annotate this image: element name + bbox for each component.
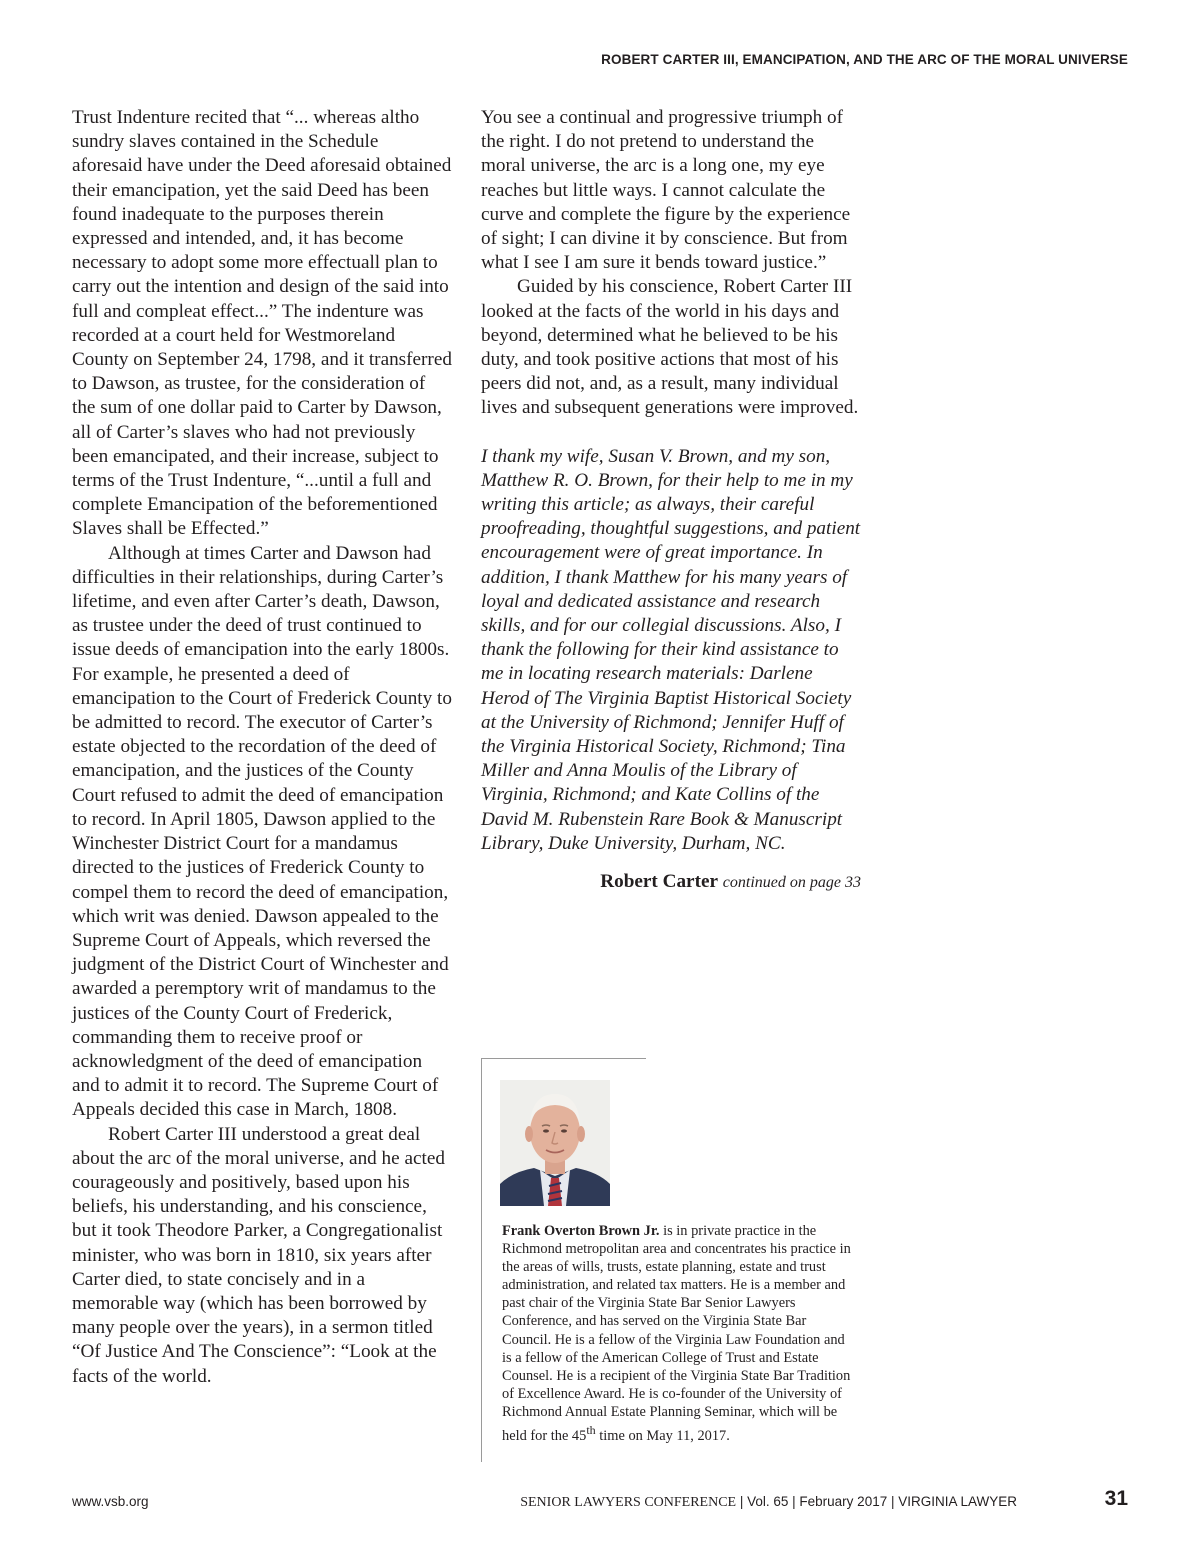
continued-name: Robert Carter bbox=[600, 871, 718, 893]
right-column bbox=[481, 106, 861, 895]
bio-rule-left bbox=[481, 1058, 482, 1462]
author-portrait-image bbox=[500, 1080, 610, 1206]
left-paragraph-1: Trust Indenture recited that “... whereas altho sundry slaves contained in the Schedule aforesaid have under the Deed aforesaid obtained their emancipation, yet the said Deed has been found inadequate to the purposes therein expressed and intended, and, it has become necessary to adopt some more effectuall plan to carry out the intention and design of the said into full and compleat effect...” The indenture was recorded at a court held for Westmoreland County on September 24, 1798, and it transferred to Dawson, as trustee, for the consideration of the sum of one dollar paid to Carter by Dawson, all of Carter’s slaves who had not previously been emancipated, and their increase, subject to terms of the Trust Indenture, “...until a full and complete Emancipation of the beforementioned Slaves shall be Effected.” bbox=[72, 107, 452, 540]
acknowledgment: I thank my wife, Susan V. Brown, and my son, Matthew R. O. Brown, for their help to me in my writing this article; as always, their careful proofreading, thoughtful suggestions, and patient encouragement were of great importance. In addition, I thank Matthew for his many years of loyal and dedicated assistance and research skills, and for our collegial discussions. Also, I thank the following for their kind assistance to me in locating research materials: Darlene Herod of The Virginia Baptist Historical Society at the University of Richmond; Jennifer Huff of the Virginia Historical Society, Richmond; Tina Miller and Anna Moulis of the Library of Virginia, Richmond; and Kate Collins of the David M. Rubenstein Rare Book & Manuscript Library, Duke University, Durham, NC. bbox=[481, 445, 861, 854]
footer-issue: | Vol. 65 | February 2017 | VIRGINIA LAWYER bbox=[736, 1494, 1017, 1509]
right-paragraph-2: Guided by his conscience, Robert Carter III looked at the facts of the world in his days and beyond, determined what he believed to be his duty, and took positive actions that most of his peers did not, and, as a result, many individual lives and subsequent generations were improved. bbox=[481, 276, 859, 419]
running-header: ROBERT CARTER III, EMANCIPATION, AND THE ARC OF THE MORAL UNIVERSE bbox=[601, 52, 1128, 67]
author-bio bbox=[502, 1222, 856, 1445]
author-bio-box bbox=[481, 1058, 861, 1462]
footer-website-link[interactable]: www.vsb.org bbox=[72, 1494, 149, 1509]
left-column bbox=[72, 106, 452, 1389]
continued-note bbox=[481, 870, 861, 895]
left-paragraph-2: Although at times Carter and Dawson had difficulties in their relationships, during Carter’s lifetime, and even after Carter’s death, Dawson, as trustee under the deed of trust continued to issue deeds of emancipation into the early 1800s. For example, he presented a deed of emancipation to the Court of Frederick County to be admitted to record. The executor of Carter’s estate objected to the recordation of the deed of emancipation, and the justices of the County Court refused to admit the deed of emancipation to record. In April 1805, Dawson applied to the Winchester District Court for a mandamus directed to the justices of Frederick County to compel them to record the deed of emancipation, which writ was denied. Dawson appealed to the Supreme Court of Appeals, which reversed the judgment of the District Court of Winchester and awarded a peremptory writ of mandamus to the justices of the County Court of Frederick, commanding them to receive proof or acknowledgment of the deed of emancipation and to admit it to record. The Supreme Court of Appeals decided this case in March, 1808. bbox=[72, 542, 452, 1121]
left-paragraph-3: Robert Carter III understood a great deal about the arc of the moral universe, and he acted courageously and positively, based upon his beliefs, his understanding, and his conscience, but it took Theodore Parker, a Congregationalist minister, who was born in 1810, six years after Carter died, to state concisely and in a memorable way (which has been borrowed by many people over the years), in a sermon titled “Of Justice And The Conscience”: “Look at the facts of the world. bbox=[72, 1123, 445, 1387]
bio-text-end: time on May 11, 2017. bbox=[595, 1427, 730, 1444]
bio-rule-top bbox=[481, 1058, 646, 1059]
footer-publication bbox=[520, 1494, 1017, 1511]
page-number: 31 bbox=[1104, 1487, 1128, 1510]
author-portrait bbox=[500, 1080, 610, 1206]
footer-section: SENIOR LAWYERS CONFERENCE bbox=[520, 1495, 737, 1510]
bio-text-main: is in private practice in the Richmond metropolitan area and concentrates his practice in the areas of wills, trusts, estate planning, estate and trust administration, and related tax matters. He is a member and past chair of the Virginia State Bar Senior Lawyers Conference, and has served on the Virginia State Bar Council. He is a fellow of the Virginia Law Foundation and is a fellow of the American College of Trust and Estate Counsel. He is a recipient of the Virginia State Bar Tradition of Excellence Award. He is co-founder of the University of Richmond Annual Estate Planning Seminar, which will be held for the 45 bbox=[502, 1223, 851, 1444]
bio-ordinal-suffix: th bbox=[586, 1423, 596, 1438]
author-name: Frank Overton Brown Jr. bbox=[502, 1223, 660, 1239]
right-paragraph-1: You see a continual and progressive triumph of the right. I do not pretend to understand the moral universe, the arc is a long one, my eye reaches but little ways. I cannot calculate the curve and complete the figure by the experience of sight; I can divine it by conscience. But from what I see I am sure it bends toward justice.” bbox=[481, 107, 851, 274]
continued-page-link[interactable]: continued on page 33 bbox=[722, 874, 861, 892]
